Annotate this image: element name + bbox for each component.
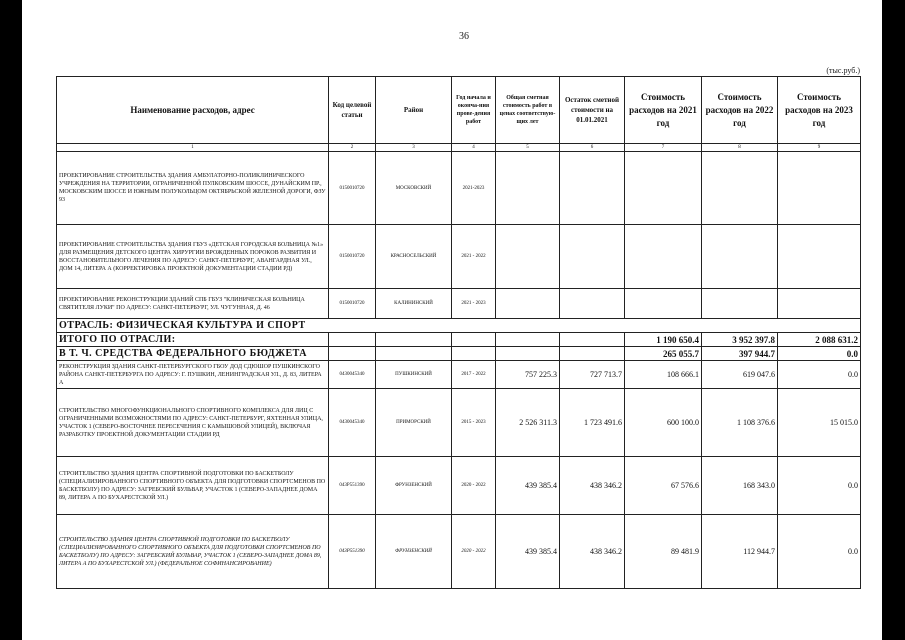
row-2023: 0.0 bbox=[778, 457, 861, 515]
row-remainder: 727 713.7 bbox=[560, 361, 625, 389]
empty-cell bbox=[376, 333, 452, 347]
empty-cell bbox=[376, 347, 452, 361]
row-name: ПРОЕКТИРОВАНИЕ РЕКОНСТРУКЦИИ ЗДАНИЙ СПБ ГБУЗ "КЛИНИЧЕСКАЯ БОЛЬНИЦА СВЯТИТЕЛЯ ЛУКИ" ПО АДРЕСУ: САНКТ-ПЕТЕРБУРГ, УЛ. ЧУГУННАЯ, Д. 46 bbox=[57, 289, 329, 319]
row-district: ФРУНЗЕНСКИЙ bbox=[376, 515, 452, 589]
header-2022: Стоимость расходов на 2022 год bbox=[702, 77, 778, 144]
row-2021: 89 481.9 bbox=[625, 515, 702, 589]
column-number: 5 bbox=[496, 144, 560, 152]
row-name: РЕКОНСТРУКЦИЯ ЗДАНИЯ САНКТ-ПЕТЕРБУРГСКОГО ГБОУ ДОД СДЮШОР ПУШКИНСКОГО РАЙОНА САНКТ-ПЕТЕРБУРГА ПО АДРЕСУ: Г. ПУШКИН, ЛЕНИНГРАДСКАЯ УЛ., Д. 83, ЛИТЕРА А bbox=[57, 361, 329, 389]
empty-cell bbox=[329, 347, 376, 361]
row-name: СТРОИТЕЛЬСТВО ЗДАНИЯ ЦЕНТРА СПОРТИВНОЙ ПОДГОТОВКИ ПО БАСКЕТБОЛУ (СПЕЦИАЛИЗИРОВАННОГО СПОРТИВНОГО ОБЪЕКТА ДЛЯ ПОДГОТОВКИ СПОРТСМЕНОВ ПО БАСКЕТБОЛУ) ПО АДРЕСУ: ЗАГРЕБСКИЙ БУЛЬВАР, УЧАСТОК 1 (СЕВЕРО-ЗАПАДНЕЕ ДОМА 89, ЛИТЕРА А ПО БУХАРЕСТСКОЙ УЛ.) (ФЕДЕРАЛЬНОЕ СОФИНАНСИРОВАНИЕ) bbox=[57, 515, 329, 589]
row-code: 0150010720 bbox=[329, 225, 376, 289]
row-2021 bbox=[625, 152, 702, 225]
row-2022: 1 108 376.6 bbox=[702, 389, 778, 457]
row-remainder bbox=[560, 152, 625, 225]
row-2023 bbox=[778, 152, 861, 225]
column-number: 2 bbox=[329, 144, 376, 152]
column-number: 3 bbox=[376, 144, 452, 152]
row-2021 bbox=[625, 289, 702, 319]
row-district: ПРИМОРСКИЙ bbox=[376, 389, 452, 457]
row-total-cost: 2 526 311.3 bbox=[496, 389, 560, 457]
column-number-row bbox=[57, 144, 861, 152]
section-federal-label: В Т. Ч. СРЕДСТВА ФЕДЕРАЛЬНОГО БЮДЖЕТА bbox=[57, 347, 329, 361]
row-district: КАЛИНИНСКИЙ bbox=[376, 289, 452, 319]
empty-cell bbox=[560, 333, 625, 347]
table-row bbox=[57, 361, 861, 389]
table-row bbox=[57, 225, 861, 289]
row-2023: 0.0 bbox=[778, 515, 861, 589]
row-2023 bbox=[778, 225, 861, 289]
column-number: 9 bbox=[778, 144, 861, 152]
row-years: 2020 - 2022 bbox=[452, 515, 496, 589]
header-years: Год начала и оконча-ния прове-дения работ bbox=[452, 77, 496, 144]
table-row bbox=[57, 389, 861, 457]
row-remainder: 438 346.2 bbox=[560, 515, 625, 589]
column-number: 7 bbox=[625, 144, 702, 152]
row-name: ПРОЕКТИРОВАНИЕ СТРОИТЕЛЬСТВА ЗДАНИЯ ГБУЗ «ДЕТСКАЯ ГОРОДСКАЯ БОЛЬНИЦА №1» ДЛЯ РАЗМЕЩЕНИЯ ДЕТСКОГО ЦЕНТРА ХИРУРГИИ ВРОЖДЕННЫХ ПОРОКОВ РАЗВИТИЯ И ВОССТАНОВИТЕЛЬНОГО ЛЕЧЕНИЯ ПО АДРЕСУ: САНКТ-ПЕТЕРБУРГ, АВАНГАРДНАЯ УЛ., ДОМ 14, ЛИТЕРА А (КОРРЕКТИРОВКА ПРОЕКТНОЙ ДОКУМЕНТАЦИИ СТАДИИ РД) bbox=[57, 225, 329, 289]
row-name: СТРОИТЕЛЬСТВО ЗДАНИЯ ЦЕНТРА СПОРТИВНОЙ ПОДГОТОВКИ ПО БАСКЕТБОЛУ (СПЕЦИАЛИЗИРОВАННОГО СПОРТИВНОГО ОБЪЕКТА ДЛЯ ПОДГОТОВКИ СПОРТСМЕНОВ ПО БАСКЕТБОЛУ) ПО АДРЕСУ: ЗАГРЕБСКИЙ БУЛЬВАР, УЧАСТОК 1 (СЕВЕРО-ЗАПАДНЕЕ ДОМА 89, ЛИТЕРА А ПО БУХАРЕСТСКОЙ УЛ.) bbox=[57, 457, 329, 515]
row-2022: 112 944.7 bbox=[702, 515, 778, 589]
row-remainder: 438 346.2 bbox=[560, 457, 625, 515]
section-federal-row bbox=[57, 347, 861, 361]
table-row bbox=[57, 457, 861, 515]
row-2021: 67 576.6 bbox=[625, 457, 702, 515]
row-code: 0150010720 bbox=[329, 152, 376, 225]
row-years: 2020 - 2022 bbox=[452, 457, 496, 515]
table-row bbox=[57, 289, 861, 319]
row-years: 2017 - 2022 bbox=[452, 361, 496, 389]
table-row bbox=[57, 152, 861, 225]
header-2023: Стоимость расходов на 2023 год bbox=[778, 77, 861, 144]
section-total-2023: 2 088 631.2 bbox=[778, 333, 861, 347]
row-total-cost bbox=[496, 289, 560, 319]
header-row bbox=[57, 77, 861, 144]
units-label: (тыс.руб.) bbox=[826, 66, 860, 75]
row-code: 0430045340 bbox=[329, 389, 376, 457]
empty-cell bbox=[452, 347, 496, 361]
row-district: ФРУНЗЕНСКИЙ bbox=[376, 457, 452, 515]
budget-table bbox=[56, 76, 861, 589]
row-name: СТРОИТЕЛЬСТВО МНОГОФУНКЦИОНАЛЬНОГО СПОРТИВНОГО КОМПЛЕКСА ДЛЯ ЛИЦ С ОГРАНИЧЕННЫМИ ВОЗМОЖНОСТЯМИ ПО АДРЕСУ: САНКТ-ПЕТЕРБУРГ, ЯХТЕННАЯ УЛИЦА, УЧАСТОК 1 (СЕВЕРО-ВОСТОЧНЕЕ ПЕРЕСЕЧЕНИЯ С КАМЫШОВОЙ УЛИЦЕЙ), ВКЛЮЧАЯ РАЗРАБОТКУ ПРОЕКТНОЙ ДОКУМЕНТАЦИИ СТАДИИ РД bbox=[57, 389, 329, 457]
header-remainder: Остаток сметной стоимости на 01.01.2021 bbox=[560, 77, 625, 144]
row-2022 bbox=[702, 152, 778, 225]
row-name: ПРОЕКТИРОВАНИЕ СТРОИТЕЛЬСТВА ЗДАНИЯ АМБУЛАТОРНО-ПОЛИКЛИНИЧЕСКОГО УЧРЕЖДЕНИЯ НА ТЕРРИТОРИИ, ОГРАНИЧЕННОЙ ПУЛКОВСКИМ ШОССЕ, ДУНАЙСКИМ ПР., МОСКОВСКИМ ШОССЕ И ЮЖНЫМ ПОЛУКОЛЬЦОМ ОКТЯБРЬСКОЙ ЖЕЛЕЗНОЙ ДОРОГИ, ФЗУ 93 bbox=[57, 152, 329, 225]
row-total-cost bbox=[496, 225, 560, 289]
header-code: Код целевой статьи bbox=[329, 77, 376, 144]
row-remainder: 1 723 491.6 bbox=[560, 389, 625, 457]
table-row bbox=[57, 515, 861, 589]
row-years: 2021-2023 bbox=[452, 152, 496, 225]
row-years: 2015 - 2023 bbox=[452, 389, 496, 457]
row-years: 2021 - 2023 bbox=[452, 289, 496, 319]
row-code: 043P551390 bbox=[329, 515, 376, 589]
row-2022: 168 343.0 bbox=[702, 457, 778, 515]
row-2021: 600 100.0 bbox=[625, 389, 702, 457]
row-2023 bbox=[778, 289, 861, 319]
header-2021: Стоимость расходов на 2021 год bbox=[625, 77, 702, 144]
empty-cell bbox=[496, 347, 560, 361]
row-district: КРАСНОСЕЛЬСКИЙ bbox=[376, 225, 452, 289]
section-title-row bbox=[57, 319, 861, 333]
row-years: 2021 - 2022 bbox=[452, 225, 496, 289]
section-federal-2021: 265 055.7 bbox=[625, 347, 702, 361]
section-total-row bbox=[57, 333, 861, 347]
row-district: МОСКОВСКИЙ bbox=[376, 152, 452, 225]
row-district: ПУШКИНСКИЙ bbox=[376, 361, 452, 389]
header-total-cost: Общая сметная стоимость работ в ценах соответствую-щих лет bbox=[496, 77, 560, 144]
row-2021: 108 666.1 bbox=[625, 361, 702, 389]
empty-cell bbox=[560, 347, 625, 361]
section-federal-2022: 397 944.7 bbox=[702, 347, 778, 361]
row-2022 bbox=[702, 289, 778, 319]
empty-cell bbox=[452, 333, 496, 347]
page-number: 36 bbox=[459, 31, 469, 42]
row-2021 bbox=[625, 225, 702, 289]
column-number: 4 bbox=[452, 144, 496, 152]
section-total-label: ИТОГО ПО ОТРАСЛИ: bbox=[57, 333, 329, 347]
section-federal-2023: 0.0 bbox=[778, 347, 861, 361]
row-2023: 0.0 bbox=[778, 361, 861, 389]
column-number: 6 bbox=[560, 144, 625, 152]
row-2022 bbox=[702, 225, 778, 289]
header-district: Район bbox=[376, 77, 452, 144]
row-code: 0150010720 bbox=[329, 289, 376, 319]
header-name: Наименование расходов, адрес bbox=[57, 77, 329, 144]
row-2023: 15 015.0 bbox=[778, 389, 861, 457]
column-number: 8 bbox=[702, 144, 778, 152]
row-total-cost: 439 385.4 bbox=[496, 457, 560, 515]
row-remainder bbox=[560, 225, 625, 289]
row-total-cost: 757 225.3 bbox=[496, 361, 560, 389]
section-total-2021: 1 190 650.4 bbox=[625, 333, 702, 347]
row-remainder bbox=[560, 289, 625, 319]
row-code: 043P551390 bbox=[329, 457, 376, 515]
empty-cell bbox=[496, 333, 560, 347]
empty-cell bbox=[329, 333, 376, 347]
row-total-cost: 439 385.4 bbox=[496, 515, 560, 589]
section-total-2022: 3 952 397.8 bbox=[702, 333, 778, 347]
row-2022: 619 047.6 bbox=[702, 361, 778, 389]
section-title: ОТРАСЛЬ: ФИЗИЧЕСКАЯ КУЛЬТУРА И СПОРТ bbox=[57, 319, 861, 333]
row-code: 0430045340 bbox=[329, 361, 376, 389]
document-page bbox=[22, 0, 882, 640]
column-number: 1 bbox=[57, 144, 329, 152]
row-total-cost bbox=[496, 152, 560, 225]
